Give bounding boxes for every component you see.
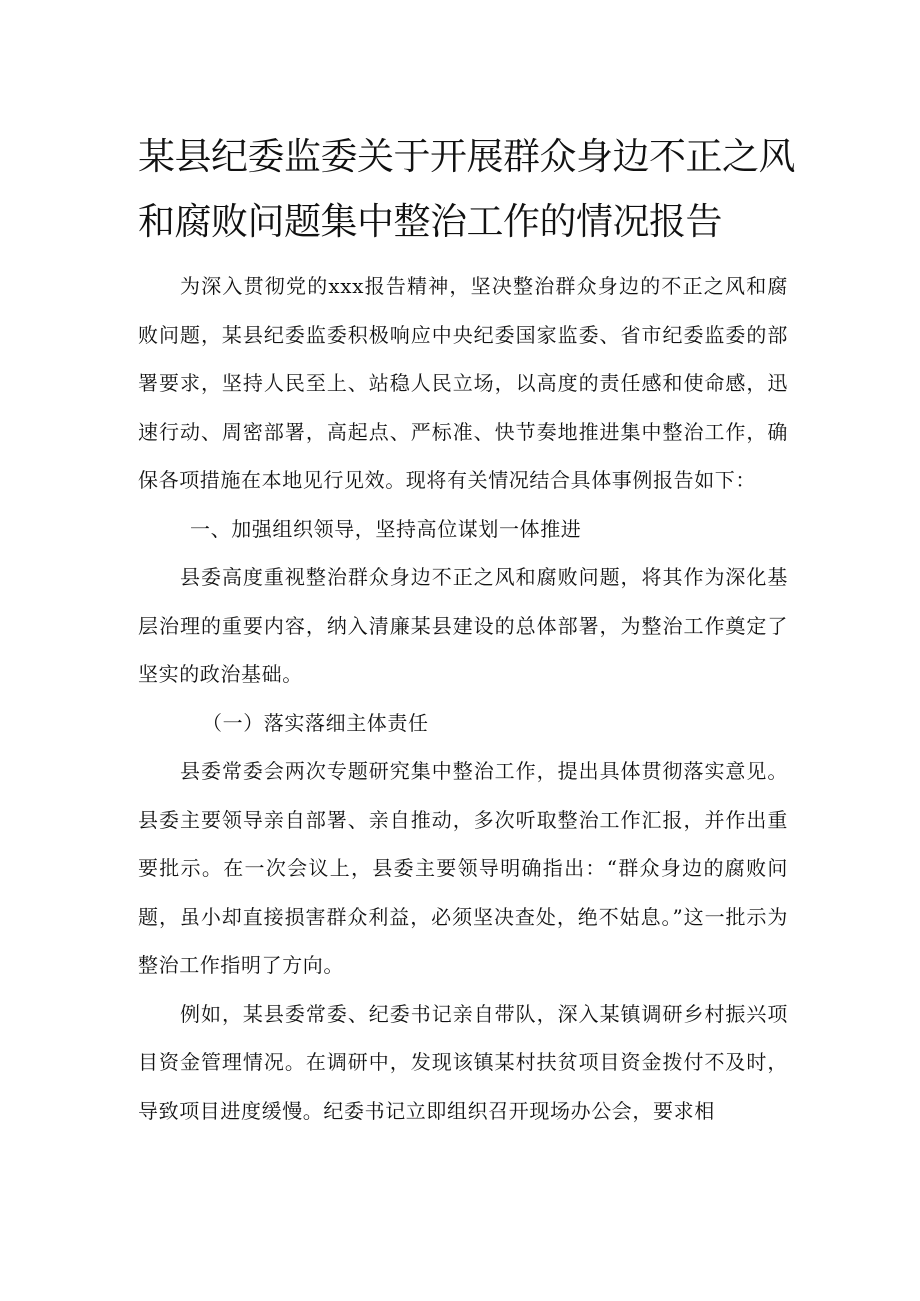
- section-1-paragraph: 县委高度重视整治群众身边不正之风和腐败问题，将其作为深化基层治理的重要内容，纳入清廉某县建设的总体部署，为整治工作奠定了坚实的政治基础。: [138, 565, 788, 686]
- subsection-1-paragraph: 县委常委会两次专题研究集中整治工作，提出具体贯彻落实意见。县委主要领导亲自部署、亲自推动，多次听取整治工作汇报，并作出重要批示。在一次会议上，县委主要领导明确指出：“群众身边的腐败问题，虽小却直接损害群众利益，必须坚决查处，绝不姑息。”这一批示为整治工作指明了方向。: [138, 759, 788, 977]
- example-paragraph: 例如，某县委常委、纪委书记亲自带队，深入某镇调研乡村振兴项目资金管理情况。在调研中，发现该镇某村扶贫项目资金拨付不及时，导致项目进度缓慢。纪委书记立即组织召开现场办公会，要求相: [138, 1001, 788, 1123]
- title-line-1: 某县纪委监委关于开展群众身边不正之风: [138, 135, 795, 178]
- title-line-2: 和腐败问题集中整治工作的情况报告: [138, 200, 722, 243]
- subsection-heading-1: （一）落实落细主体责任: [202, 710, 429, 735]
- section-heading-1: 一、加强组织领导，坚持高位谋划一体推进: [190, 516, 582, 541]
- document-body: [138, 262, 788, 1135]
- intro-paragraph: 为深入贯彻党的xxx报告精神，坚决整治群众身边的不正之风和腐败问题，某县纪委监委积极响应中央纪委国家监委、省市纪委监委的部署要求，坚持人民至上、站稳人民立场，以高度的责任感和使命感，迅速行动、周密部署，高起点、严标准、快节奏地推进集中整治工作，确保各项措施在本地见行见效。现将有关情况结合具体事例报告如下：: [138, 274, 788, 492]
- document-title: [138, 124, 798, 254]
